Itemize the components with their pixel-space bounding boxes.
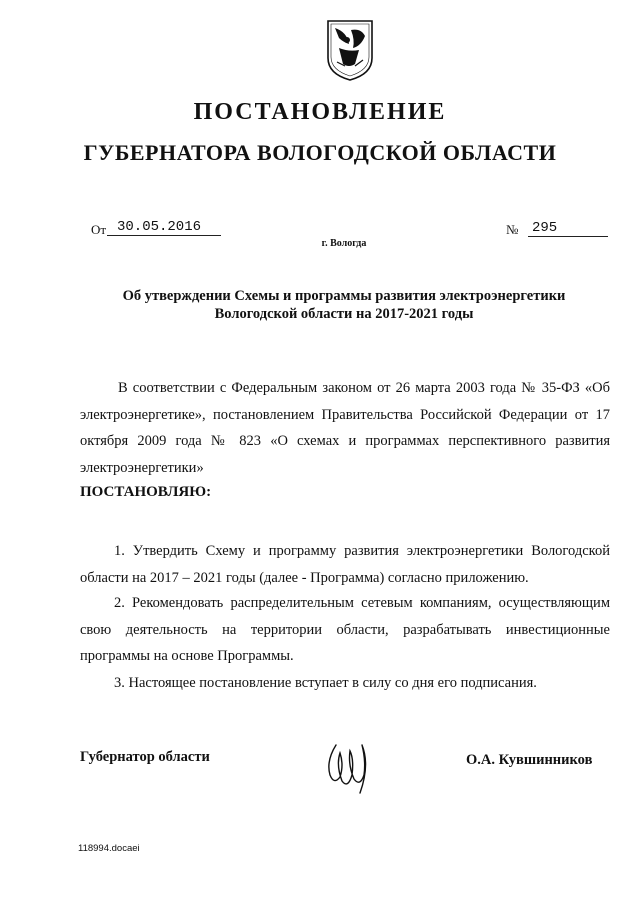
preamble-paragraph: В соответствии с Федеральным законом от 26 марта 2003 года № 35-ФЗ «Об электроэнергетике», постановлением Правительства Российской Федерации от 17 октября 2009 года № 823 «О схемах и программах перспективного развития электроэнергетики» [80,380,610,476]
document-subject [0,287,640,323]
document-type-title: ПОСТАНОВЛЕНИЕ [193,99,447,125]
resolution-item-3: 3. Настоящее постановление вступает в силу со дня его подписания. [114,675,537,691]
file-code: 118994.docaei [78,843,140,854]
signatory-name: О.А. Кувшинников [466,752,593,768]
subject-line-2: Вологодской области на 2017-2021 годы [214,306,474,322]
signature-icon [322,735,376,795]
date-prefix-label: От [91,222,107,237]
resolution-item-2: 2. Рекомендовать распределительным сетевым компаниям, осуществляющим свою деятельность на территории области, разрабатывать инвестиционные программы на основе Программы. [80,595,610,664]
resolution-item-1: 1. Утвердить Схему и программу развития электроэнергетики Вологодской области на 2017 – 2021 годы (далее - Программа) согласно приложению. [80,543,610,586]
coat-of-arms-icon [325,18,375,82]
resolve-heading: ПОСТАНОВЛЯЮ: [80,484,212,500]
number-prefix-label: № [506,222,519,237]
issuer-title: ГУБЕРНАТОРА ВОЛОГОДСКОЙ ОБЛАСТИ [83,140,557,165]
document-date: 30.05.2016 [107,219,221,236]
city-label: г. Вологда [321,238,367,249]
document-number: 295 [528,220,608,237]
subject-line-1: Об утверждении Схемы и программы развития электроэнергетики [122,288,566,304]
signatory-position: Губернатор области [80,749,210,765]
